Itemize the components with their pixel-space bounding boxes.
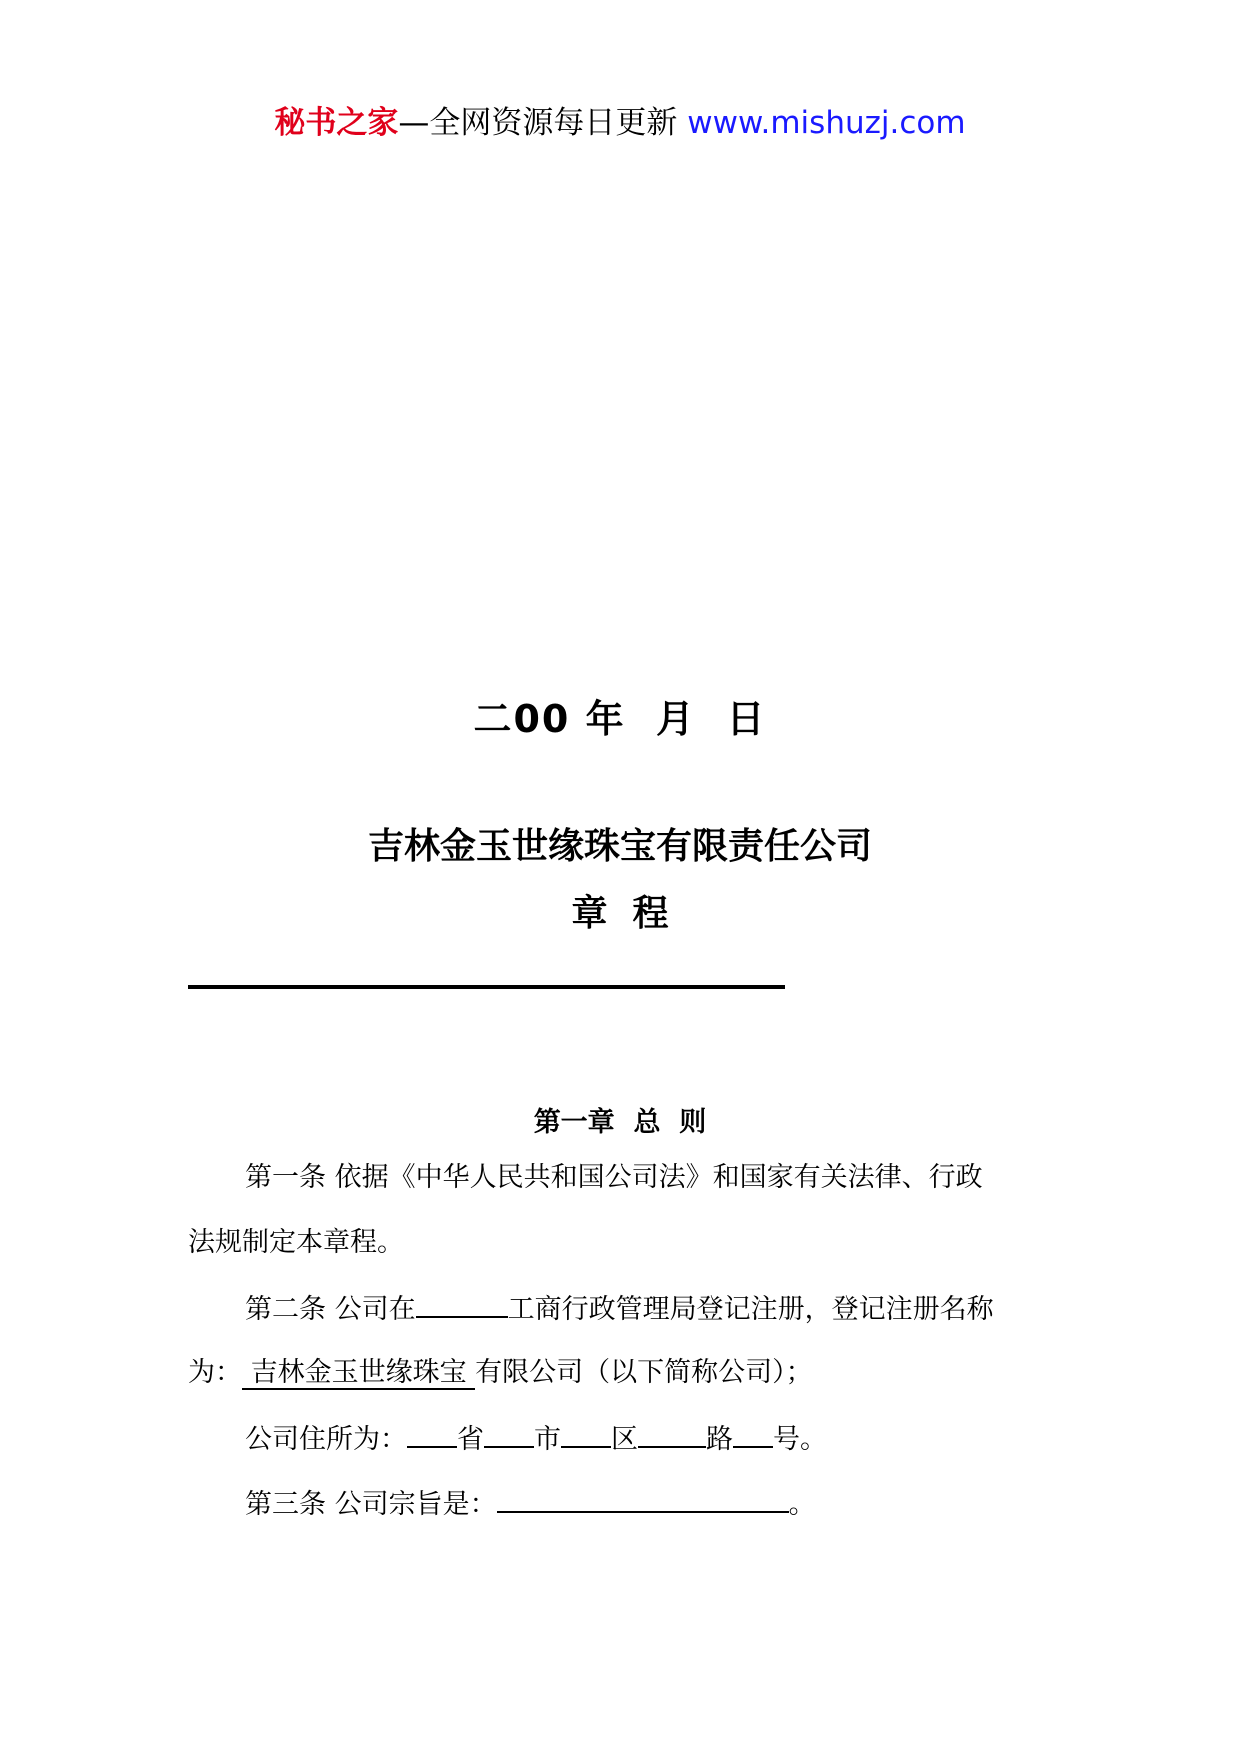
province-label: 省	[457, 1424, 484, 1455]
article-3-line	[245, 1483, 816, 1525]
site-url-link[interactable]: www.mishuzj.com	[687, 105, 966, 141]
city-blank	[484, 1418, 534, 1448]
district-label: 区	[611, 1424, 638, 1455]
article-2-text-d: 有限公司（以下简称公司）；	[475, 1357, 813, 1388]
site-brand: 秘书之家	[274, 105, 399, 141]
article-3-label: 第三条 公司宗旨是：	[245, 1489, 497, 1520]
article-2-line-2	[188, 1353, 813, 1393]
number-label: 号。	[773, 1424, 827, 1455]
site-slogan: —全网资源每日更新	[398, 105, 678, 141]
site-header	[0, 100, 1240, 146]
address-label: 公司住所为：	[245, 1424, 407, 1455]
article-2-text-a: 第二条 公司在	[245, 1294, 416, 1325]
company-address-line	[245, 1418, 827, 1460]
article-1-line-1: 第一条 依据《中华人民共和国公司法》和国家有关法律、行政	[245, 1162, 983, 1193]
district-blank	[561, 1418, 611, 1448]
number-blank	[733, 1418, 773, 1448]
article-2-line-1	[245, 1288, 994, 1330]
road-blank	[638, 1418, 706, 1448]
city-label: 市	[534, 1424, 561, 1455]
article-3-end: 。	[788, 1489, 816, 1520]
company-name-title: 吉林金玉世缘珠宝有限责任公司	[367, 826, 872, 867]
chapter-heading: 第一章 总 则	[533, 1107, 707, 1138]
article-2-text-c: 为：	[188, 1357, 242, 1388]
province-blank	[407, 1418, 457, 1448]
document-date: 二00 年 月 日	[473, 697, 767, 741]
article-1-line-2: 法规制定本章程。	[188, 1227, 404, 1258]
title-divider	[188, 985, 785, 989]
company-purpose-blank	[497, 1483, 789, 1513]
article-2-text-b: 工商行政管理局登记注册，登记注册名称	[507, 1294, 994, 1325]
document-title: 章 程	[571, 893, 669, 934]
registration-office-blank	[416, 1288, 508, 1318]
registered-name-fillin: 吉林金玉世缘珠宝	[242, 1357, 476, 1388]
road-label: 路	[706, 1424, 733, 1455]
